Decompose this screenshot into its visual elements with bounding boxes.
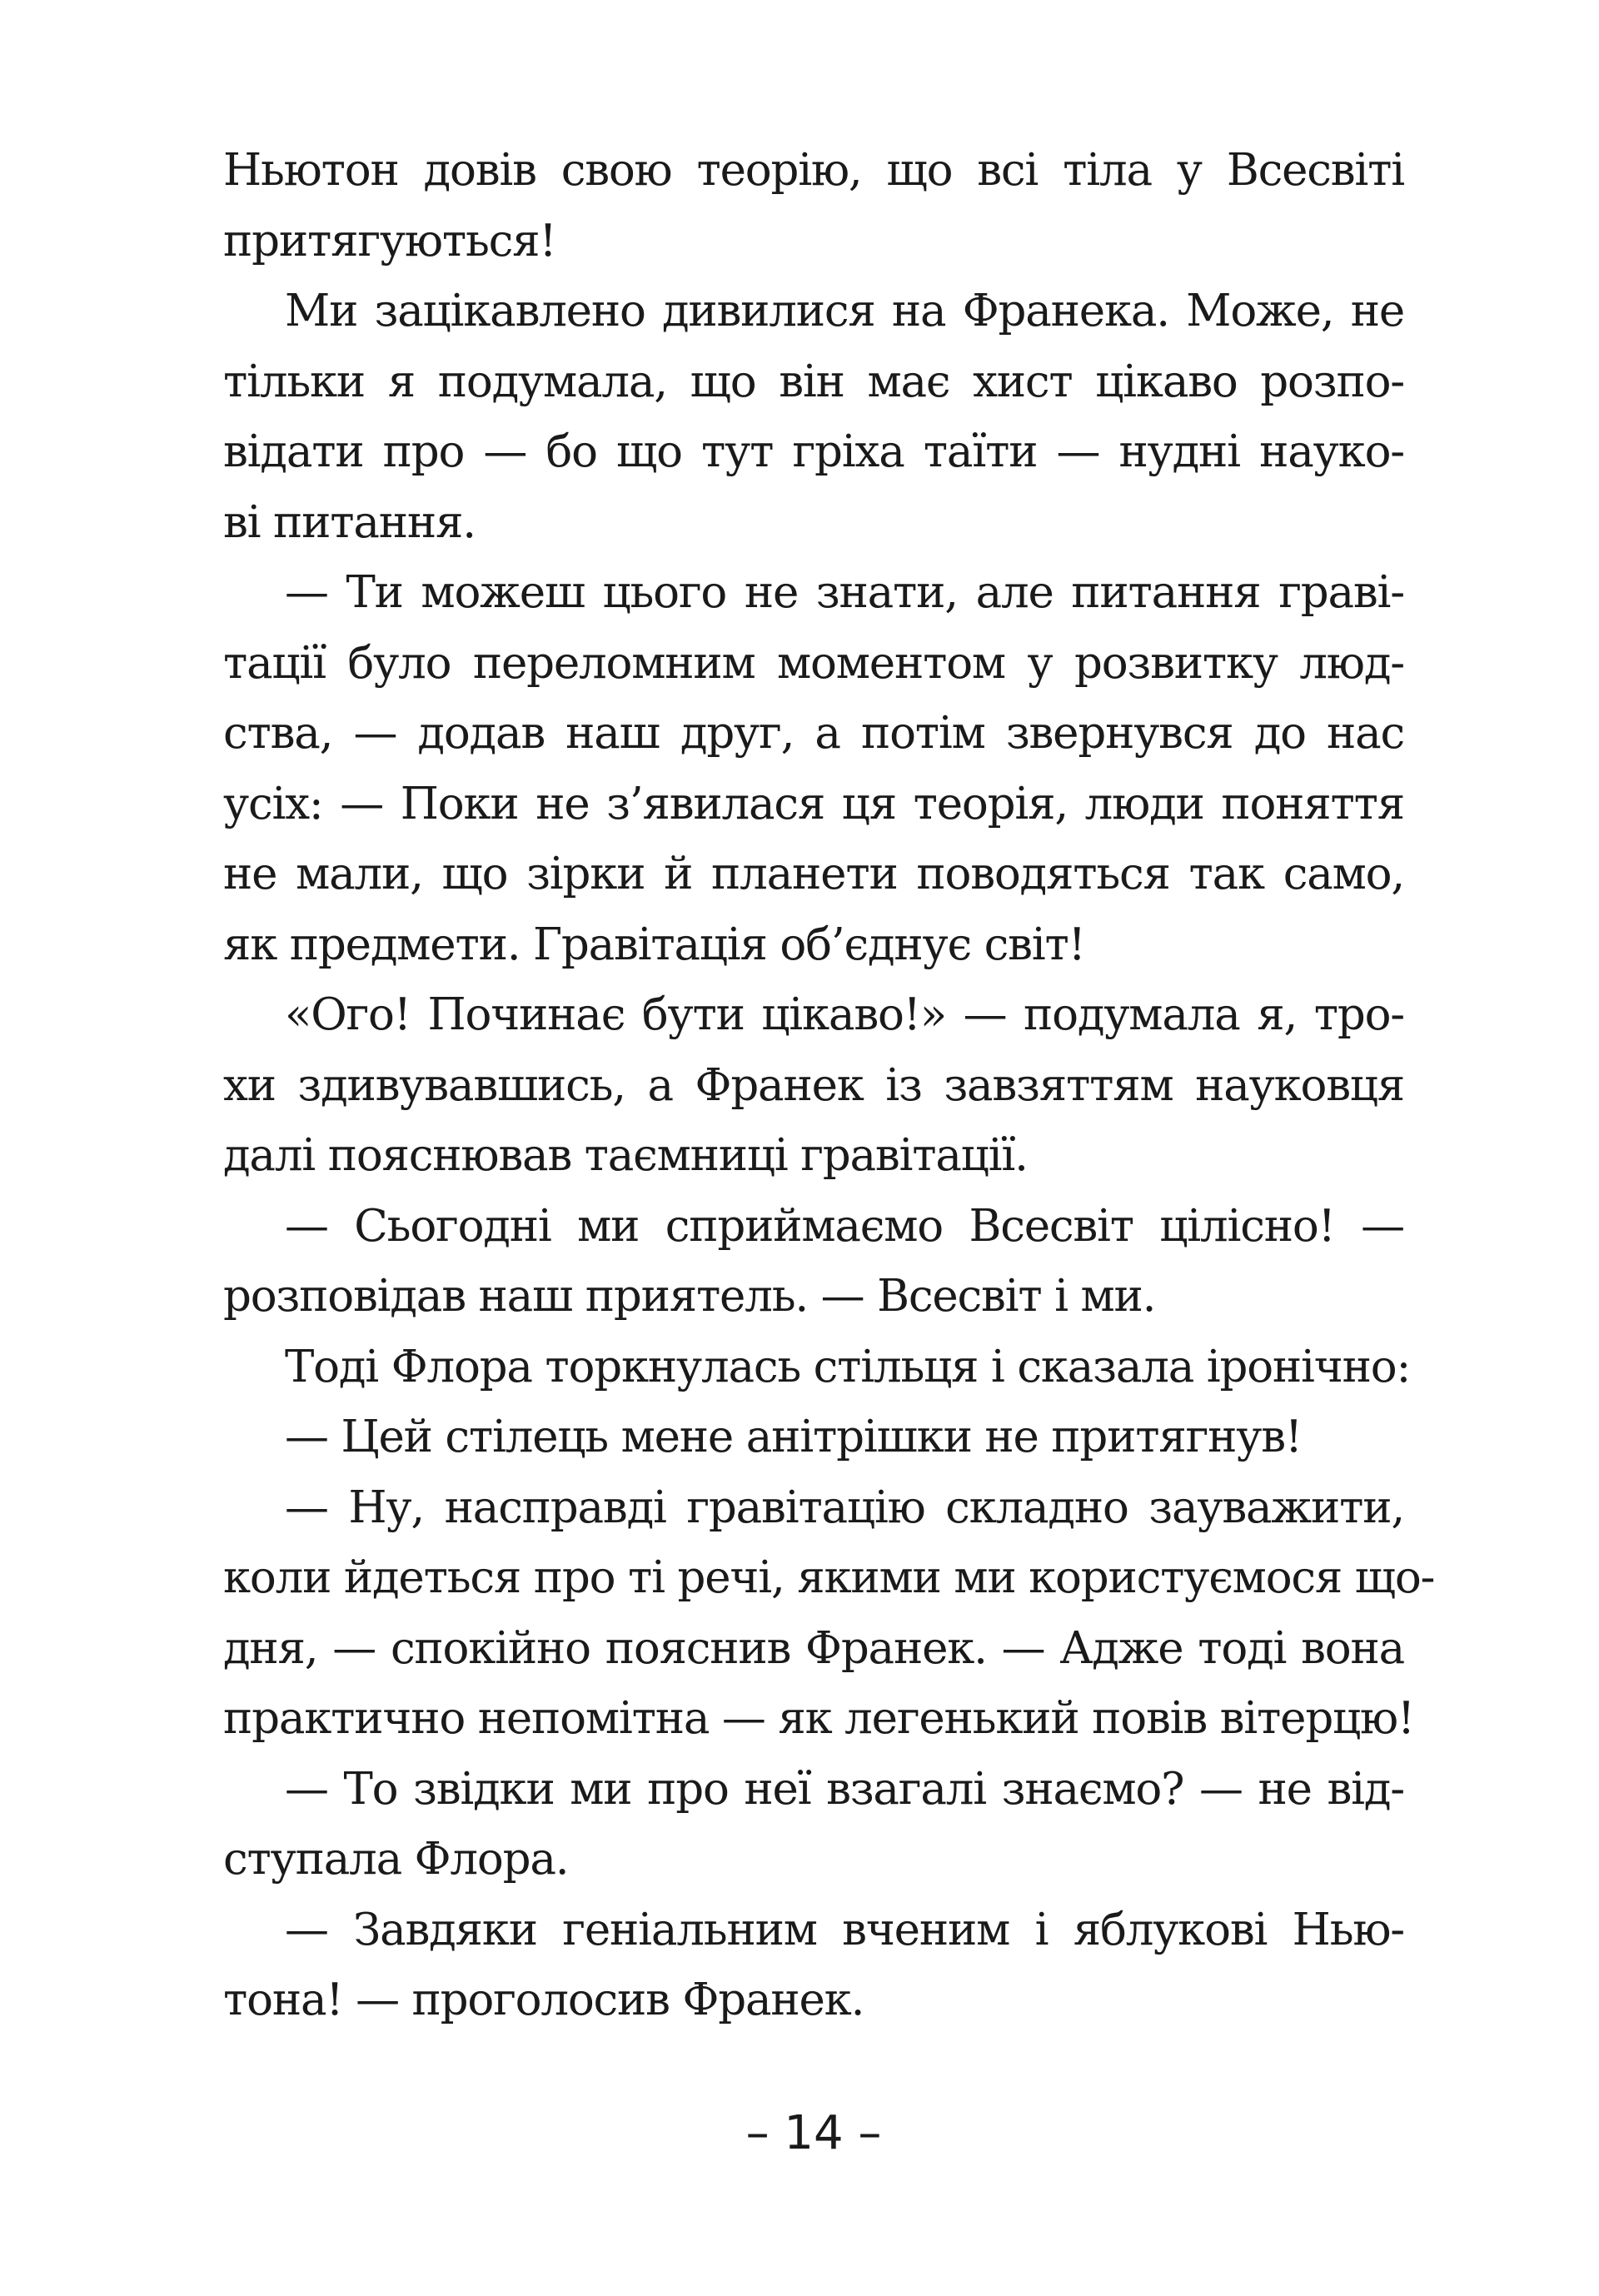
text-line: — Цей стілець мене анітрішки не притягнув! xyxy=(285,1412,1303,1462)
text-line: розповідав наш приятель. — Всесвіт і ми. xyxy=(223,1271,1156,1322)
text-line: ства, — додав наш друг, а потім звернувся до нас xyxy=(223,708,1404,759)
text-line: як предмети. Гравітація об’єднує світ! xyxy=(223,919,1085,970)
text-line: — Сьогодні ми сприймаємо Всесвіт цілісно! — xyxy=(285,1200,1404,1252)
text-line: дня, — спокійно пояснив Франек. — Адже тоді вона xyxy=(223,1622,1404,1674)
text-line: практично непомітна — як легенький повів вітерцю! xyxy=(223,1693,1414,1744)
page-number: – 14 – xyxy=(745,2106,882,2160)
text-line: ві питання. xyxy=(223,496,476,548)
body-text xyxy=(223,136,1435,2036)
text-line: відати про — бо що тут гріха таїти — нудні науко- xyxy=(223,426,1404,477)
text-line: тільки я подумала, що він має хист цікаво розпо- xyxy=(223,356,1404,407)
text-line: Ми зацікавлено дивилися на Франека. Може, не xyxy=(285,286,1404,336)
text-line: — Ти можеш цього не знати, але питання граві- xyxy=(285,567,1404,618)
text-line: «Ого! Починає бути цікаво!» — подумала я, тро- xyxy=(285,989,1404,1040)
text-line: далі пояснював таємниці гравітації. xyxy=(223,1130,1028,1181)
text-line: Тоді Флора торкнулась стільця і сказала іронічно: xyxy=(285,1341,1411,1392)
text-line: — Завдяки геніальним вченим і яблукові Нью- xyxy=(285,1904,1404,1955)
text-line: тона! — проголосив Франек. xyxy=(223,1975,864,2025)
text-line: — То звідки ми про неї взагалі знаємо? — не від- xyxy=(285,1763,1404,1815)
text-line: — Ну, насправді гравітацію складно зауважити, xyxy=(285,1482,1404,1533)
text-line: хи здивувавшись, а Франек із завзяттям науковця xyxy=(223,1059,1404,1111)
text-line: усіх: — Поки не з’явилася ця теорія, люди поняття xyxy=(223,778,1404,829)
text-line: коли йдеться про ті речі, якими ми користуємося що- xyxy=(223,1552,1435,1603)
text-line: не мали, що зірки й планети поводяться так само, xyxy=(223,849,1404,899)
text-line: притягуються! xyxy=(223,215,556,266)
text-line: тації було переломним моментом у розвитку люд- xyxy=(223,637,1404,689)
text-line: Ньютон довів свою теорію, що всі тіла у Всесвіті xyxy=(223,145,1404,196)
text-line: ступала Флора. xyxy=(223,1834,569,1885)
